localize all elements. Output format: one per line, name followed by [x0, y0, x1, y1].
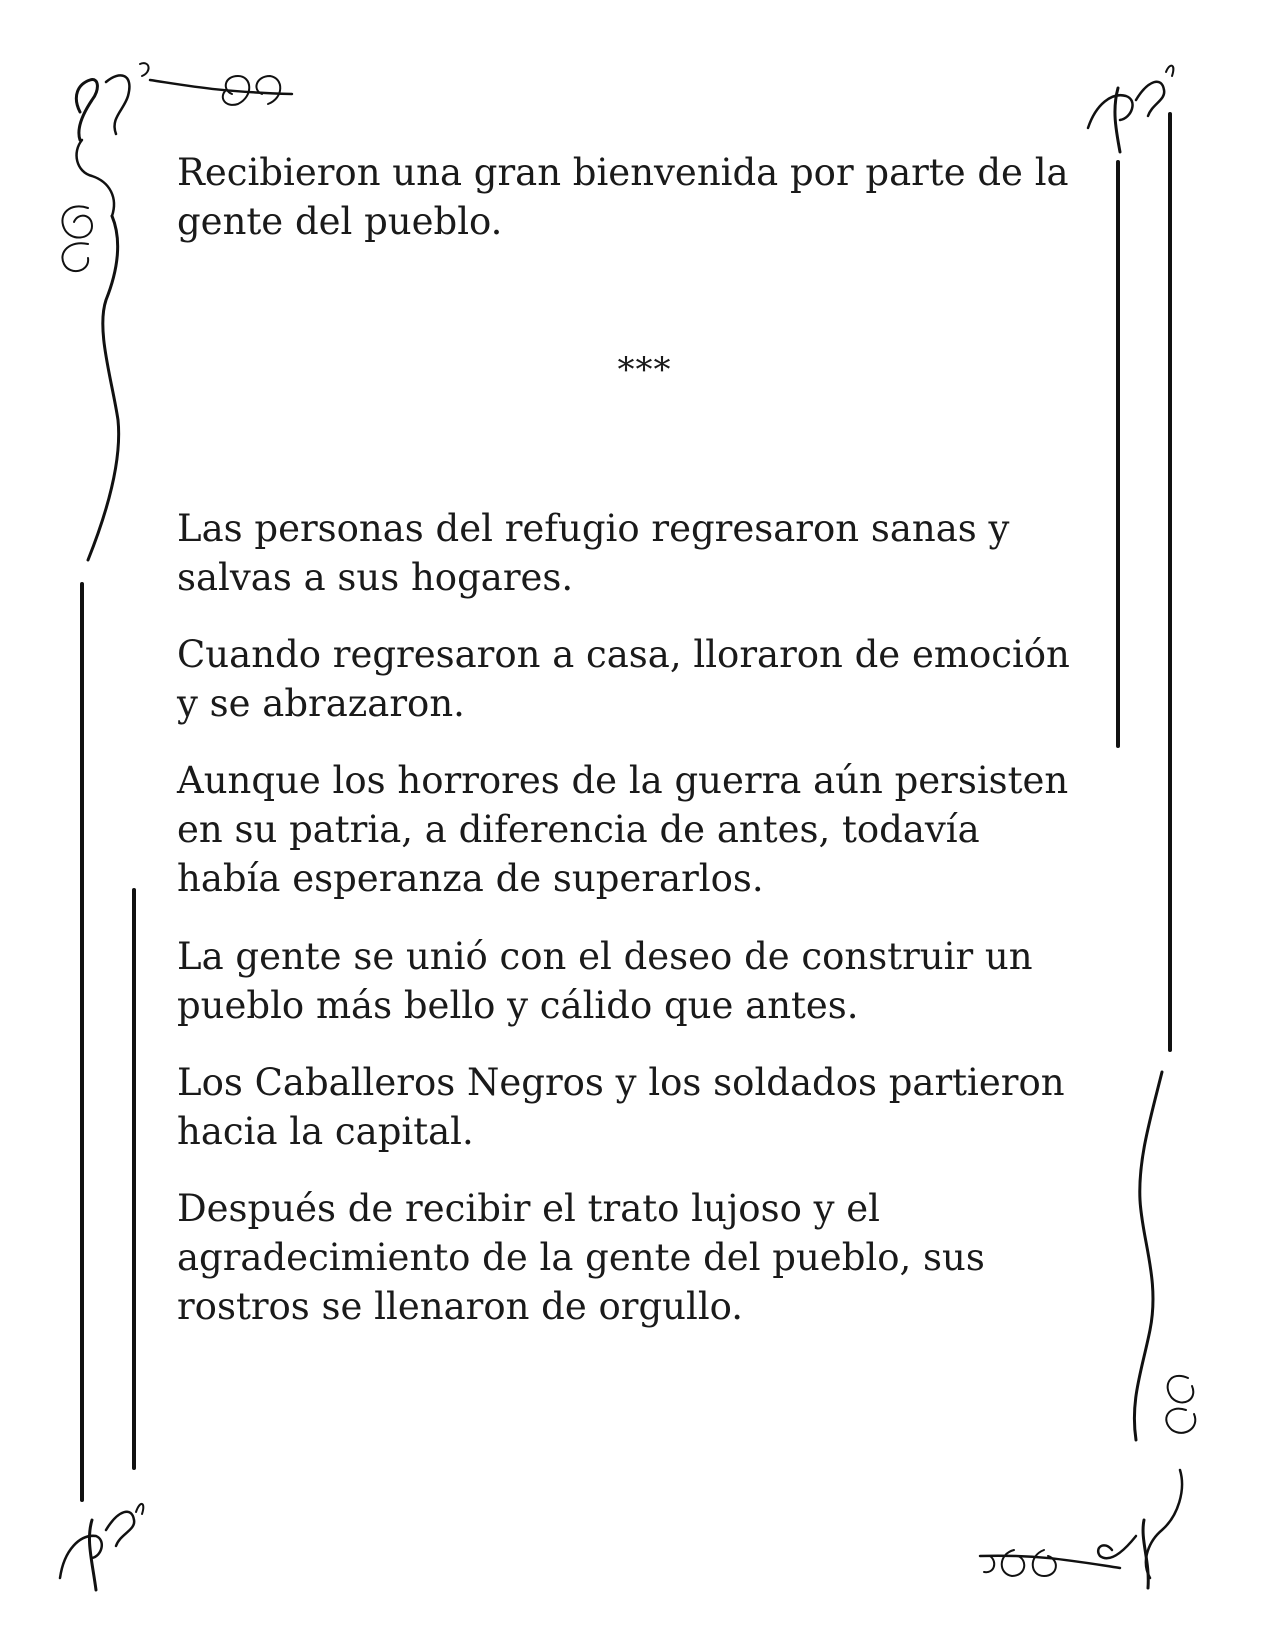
paragraph-hope: Aunque los horrores de la guerra aún persisten en su patria, a diferencia de antes, todavía había esperanza de superarlos. — [177, 759, 1069, 900]
paragraph-departure: Los Caballeros Negros y los soldados partieron hacia la capital. — [177, 1061, 1065, 1153]
top-left-flourish-icon — [62, 63, 292, 560]
paragraph-refuge-return: Las personas del refugio regresaron sanas y salvas a sus hogares. — [177, 507, 1010, 599]
paragraph-rebuild: La gente se unió con el deseo de construir un pueblo más bello y cálido que antes. — [177, 935, 1033, 1027]
bottom-left-flourish-icon — [60, 1504, 143, 1590]
paragraph-homecoming: Cuando regresaron a casa, lloraron de emoción y se abrazaron. — [177, 633, 1070, 725]
paragraph-welcome: Recibieron una gran bienvenida por parte de la gente del pueblo. — [177, 151, 1069, 243]
paragraph-pride: Después de recibir el trato lujoso y el agradecimiento de la gente del pueblo, sus rostros se llenaron de orgullo. — [177, 1187, 985, 1328]
section-separator: *** — [617, 350, 672, 390]
top-right-flourish-icon — [1088, 66, 1173, 152]
